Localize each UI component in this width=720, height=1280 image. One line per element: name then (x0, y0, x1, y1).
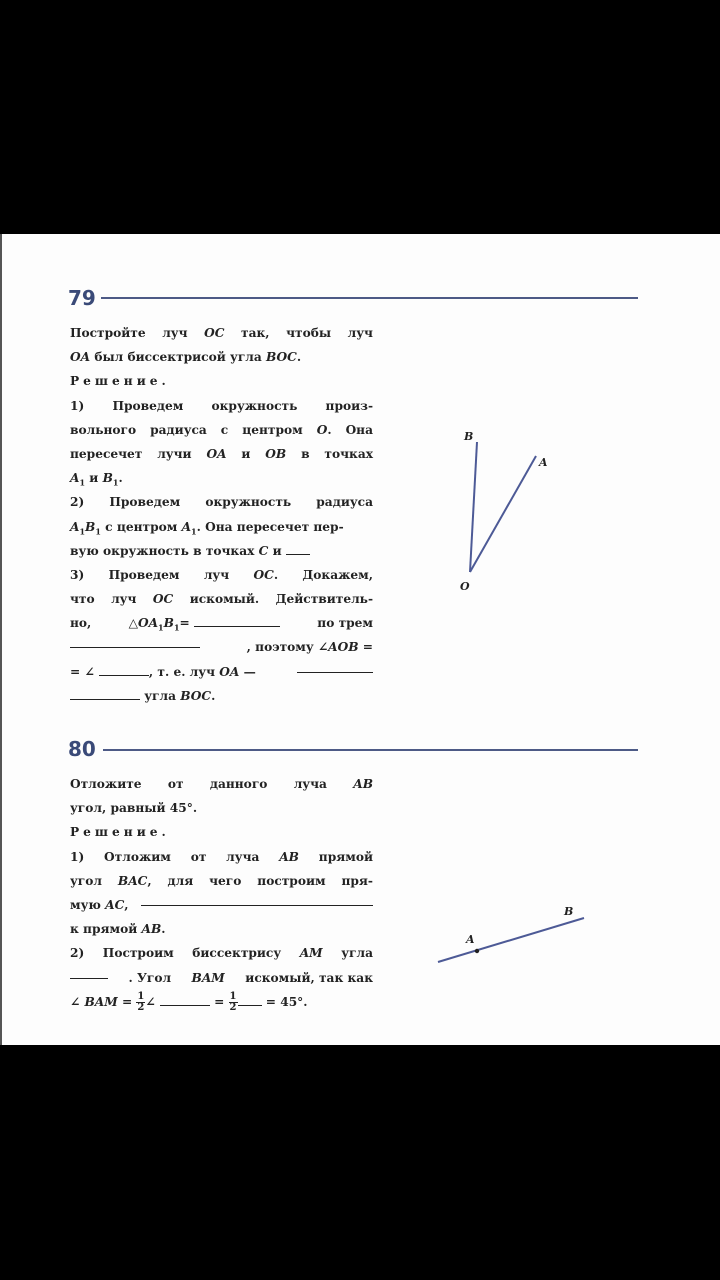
text: . Она (327, 422, 374, 437)
problem-79-rule (101, 297, 638, 299)
text: Отложите от данного луча (70, 777, 354, 791)
statement-line (70, 772, 373, 796)
text: 2) Проведем окружность радиуса (70, 495, 373, 510)
text: ∠ (145, 994, 156, 1009)
answer-blank[interactable] (70, 687, 140, 700)
step-line (70, 539, 373, 563)
numerator: 1 (137, 990, 145, 1002)
text: . (161, 922, 166, 937)
math: ∠ BAM (70, 994, 118, 1009)
text: искомый, так как (245, 970, 373, 985)
answer-blank[interactable] (141, 893, 373, 906)
math: BAM (191, 970, 225, 985)
text: вольного радиуса с центром (70, 422, 317, 437)
subscript: 1 (173, 622, 180, 633)
math: OC (152, 592, 174, 607)
text: так, чтобы луч (224, 326, 373, 340)
math: B (85, 519, 96, 534)
text: = (117, 994, 137, 1009)
text: = (209, 994, 229, 1009)
text: к прямой (70, 922, 142, 937)
math: AC (105, 897, 125, 912)
math: AM (299, 946, 323, 961)
step-line (70, 941, 373, 965)
label-a: A (466, 933, 475, 946)
text: , (124, 897, 129, 912)
text: искомый. Действитель- (173, 592, 373, 607)
subscript: 1 (112, 477, 119, 488)
math: OC (204, 326, 225, 340)
problem-80-text (70, 772, 373, 1018)
step-line (70, 442, 373, 466)
text: в точках (286, 446, 373, 461)
numerator: 1 (229, 990, 237, 1002)
denominator: 2 (137, 1001, 145, 1013)
step-line (70, 587, 373, 611)
problem-79-number: 79 (68, 286, 96, 310)
math: ∠AOB (317, 640, 359, 655)
ray-ab (438, 918, 584, 962)
label-o: O (460, 580, 470, 593)
text: вую окружность в точках (70, 543, 259, 558)
text: . (118, 471, 123, 486)
math: OA (206, 446, 227, 461)
text: , для чего построим пря- (147, 873, 373, 888)
answer-blank[interactable] (238, 993, 262, 1006)
math: OB (265, 446, 287, 461)
statement-line (70, 321, 373, 345)
answer-blank[interactable] (286, 542, 310, 555)
denominator: 2 (229, 1001, 237, 1013)
solution-label: Решение. (70, 374, 170, 389)
step-line (70, 917, 373, 941)
text: = 45°. (261, 994, 308, 1009)
subscript: 1 (79, 477, 86, 488)
text: . (211, 688, 216, 703)
text: угла (322, 946, 373, 961)
math: BOC (180, 688, 212, 703)
text: = (358, 640, 373, 655)
math: B (163, 616, 174, 631)
step-line (70, 684, 373, 708)
text: 3) Проведем луч (70, 567, 254, 582)
text: 2) Построим биссектрису (70, 946, 300, 961)
math: BOC (266, 350, 297, 365)
fraction-one-half (229, 992, 238, 1013)
text: , т. е. луч (148, 664, 220, 679)
point-a (475, 949, 479, 953)
label-a: A (539, 456, 548, 469)
textbook-page (0, 234, 720, 1045)
text: угол (70, 873, 118, 888)
step-line (70, 660, 373, 684)
text: , поэтому (246, 640, 318, 655)
step-line (70, 845, 373, 869)
text: Постройте луч (70, 326, 205, 340)
answer-blank[interactable] (70, 635, 200, 648)
step-line (70, 563, 373, 587)
step-line (70, 869, 373, 893)
figure-80-ray (430, 899, 600, 969)
text: угла (144, 688, 181, 703)
text: = (179, 616, 190, 631)
step-line (70, 635, 373, 659)
answer-blank[interactable] (70, 966, 108, 979)
subscript: 1 (158, 622, 164, 633)
text: с центром (100, 519, 182, 534)
statement-line (70, 345, 373, 369)
step-line (70, 611, 373, 635)
text-group (247, 635, 373, 659)
math: O (316, 422, 328, 437)
label-b: B (464, 430, 474, 443)
label-b: B (564, 905, 574, 918)
step-line (70, 394, 373, 418)
math: A (181, 519, 192, 534)
problem-80-number: 80 (68, 737, 96, 761)
text: и (268, 543, 286, 558)
math: OA (70, 350, 91, 365)
subscript: 1 (79, 525, 86, 536)
math: AB (141, 922, 162, 937)
step-line (70, 990, 373, 1018)
text: мую (70, 897, 106, 912)
step-line (70, 893, 373, 917)
solution-label: Решение. (70, 825, 170, 840)
math: B (102, 471, 113, 486)
math: A (70, 519, 80, 534)
step-line (70, 466, 373, 490)
subscript: 1 (191, 525, 197, 536)
math: OC (253, 567, 274, 582)
text: но, (70, 616, 92, 631)
math: △OA (128, 616, 159, 631)
math: C (258, 543, 269, 558)
problem-79-text (70, 321, 373, 708)
answer-blank[interactable] (194, 614, 280, 627)
text-group (70, 660, 256, 684)
step-line (70, 515, 373, 539)
text: . Она пересечет пер- (196, 519, 344, 534)
answer-blank[interactable] (297, 660, 373, 673)
text: . Угол (128, 970, 172, 985)
step-line (70, 966, 373, 990)
math-group (129, 611, 280, 635)
text: прямой (298, 849, 373, 864)
ray-oa (470, 456, 536, 572)
step-line (70, 490, 373, 514)
math: AB (353, 777, 373, 791)
math: OA (219, 664, 240, 679)
text: что луч (70, 592, 153, 607)
text-group (70, 893, 129, 917)
page-edge (0, 234, 2, 1045)
statement-line: угол, равный 45°. (70, 801, 198, 816)
step-line (70, 418, 373, 442)
text: = ∠ (70, 664, 95, 679)
text: и (226, 446, 266, 461)
text: . Докажем, (273, 567, 373, 582)
text: был биссектрисой угла (90, 350, 267, 365)
answer-blank[interactable] (160, 993, 210, 1006)
text: 1) Отложим от луча (70, 849, 280, 864)
subscript: 1 (95, 525, 101, 536)
math: BAC (117, 873, 148, 888)
problem-80-rule (103, 749, 638, 751)
math: A (70, 471, 80, 486)
figure-79-angle (440, 424, 580, 594)
answer-blank[interactable] (99, 663, 149, 676)
ray-ob (470, 442, 477, 572)
text: пересечет лучи (70, 446, 207, 461)
text: по трем (317, 616, 373, 631)
text: — (239, 664, 256, 679)
text: . (296, 350, 302, 365)
text: и (85, 471, 103, 486)
text: 1) Проведем окружность произ- (70, 398, 373, 413)
math: AB (279, 849, 299, 864)
